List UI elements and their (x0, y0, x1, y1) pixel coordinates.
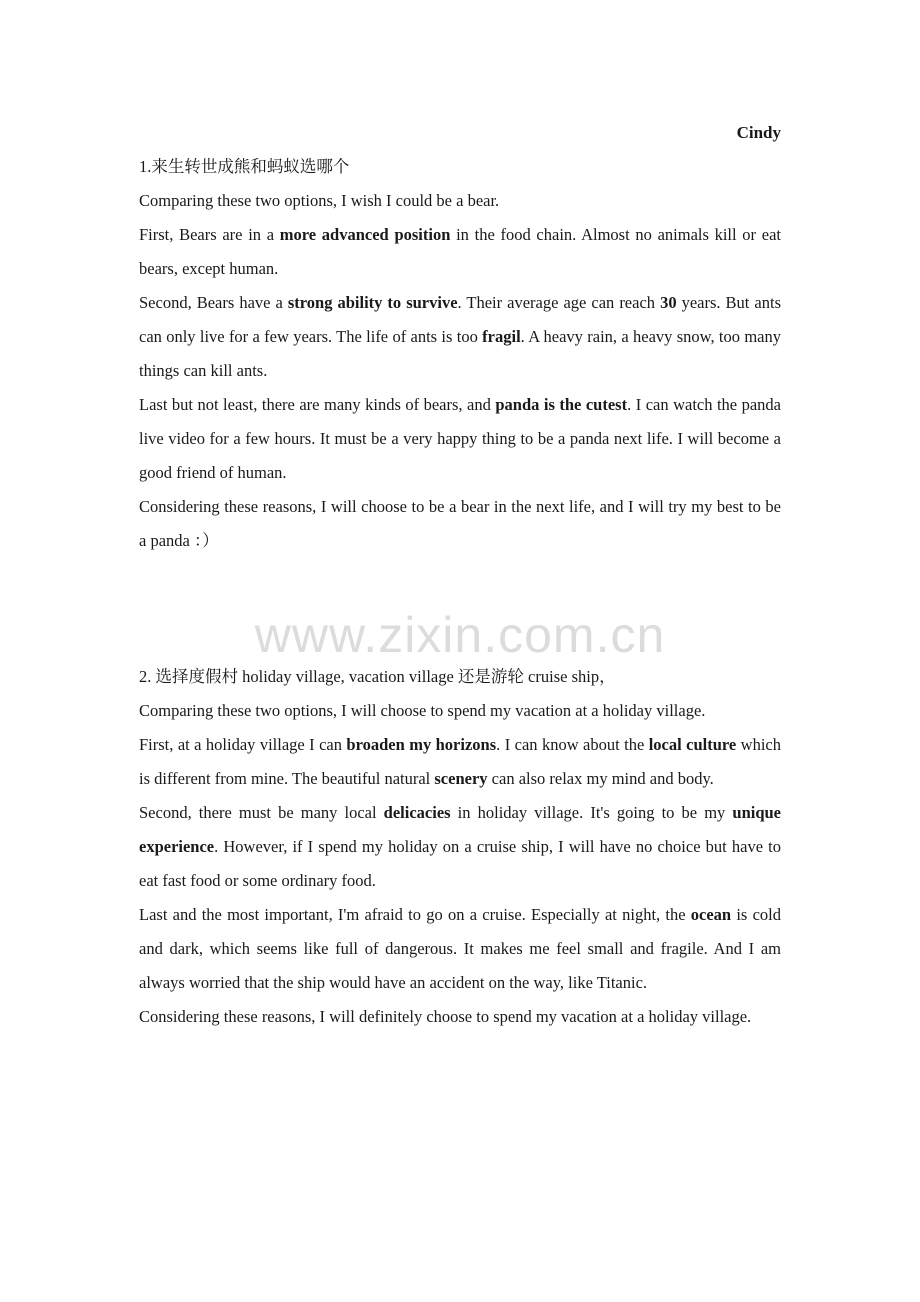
text-run: Last and the most important, I'm afraid to go on a cruise. Especially at night, the (139, 905, 691, 924)
text-run: First, Bears are in a (139, 225, 280, 244)
document-page (139, 116, 781, 1034)
text-run: . A heavy rain, a heavy snow, too many things can kill ants. (139, 327, 782, 380)
section1-paragraph-3 (139, 388, 781, 490)
text-run: in the food chain. Almost no animals kill or eat bears, except human. (139, 225, 781, 278)
bold-phrase: delicacies (383, 803, 451, 822)
text-run: First, at a holiday village I can (139, 735, 347, 754)
text-run: Second, Bears have a (139, 293, 288, 312)
text-run: . I can know about the (496, 735, 649, 754)
watermark: www.zixin.com.cn (254, 607, 666, 663)
section2-intro: Comparing these two options, I will choose to spend my vacation at a holiday village. (139, 701, 706, 720)
bold-phrase: ocean (690, 905, 732, 924)
text-run: Last but not least, there are many kinds of bears, and (139, 395, 496, 414)
section2-paragraph-1 (139, 728, 781, 796)
bold-phrase: local culture (648, 735, 737, 754)
bold-phrase: unique experience (139, 803, 782, 856)
bold-phrase: panda is the cutest (495, 395, 628, 414)
text-run: years. But ants can only live for a few years. The life of ants is too (139, 293, 781, 346)
bold-phrase: 30 (660, 293, 677, 312)
author-name: Cindy (736, 123, 781, 142)
bold-phrase: broaden my horizons (346, 735, 497, 754)
bold-phrase: scenery (434, 769, 488, 788)
section1-intro: Comparing these two options, I wish I could be a bear. (139, 191, 500, 210)
bold-phrase: fragil (482, 327, 521, 346)
text-run: . I can watch the panda live video for a few hours. It must be a very happy thing to be a panda next life. I will become a good friend of human. (139, 395, 782, 482)
bold-phrase: strong ability to survive (287, 293, 458, 312)
section1-paragraph-1 (139, 218, 781, 286)
section1-conclusion: Considering these reasons, I will choose to be a bear in the next life, and I will try my best to be a panda ：） (139, 497, 781, 550)
text-run: which is different from mine. The beautiful natural (139, 735, 781, 788)
text-run: is cold and dark, which seems like full of dangerous. It makes me feel small and fragile. And I am always worried that the ship would have an accident on the way, like Titanic. (139, 905, 781, 992)
section2-paragraph-3 (139, 898, 781, 1000)
section2-heading: 2. 选择度假村 holiday village, vacation village 还是游轮 cruise ship， (139, 667, 616, 686)
text-run: Second, there must be many local (139, 803, 384, 822)
text-run: in holiday village. It's going to be my (450, 803, 733, 822)
section1-heading: 1.来生转世成熊和蚂蚁选哪个 (139, 157, 350, 176)
section1-paragraph-2 (139, 286, 781, 388)
text-run: . However, if I spend my holiday on a cruise ship, I will have no choice but have to eat fast food or some ordinary food. (139, 837, 781, 890)
text-run: can also relax my mind and body. (487, 769, 714, 788)
bold-phrase: more advanced position (279, 225, 451, 244)
section2-conclusion: Considering these reasons, I will definitely choose to spend my vacation at a holiday village. (139, 1007, 752, 1026)
text-run: . Their average age can reach (457, 293, 661, 312)
section2-paragraph-2 (139, 796, 781, 898)
